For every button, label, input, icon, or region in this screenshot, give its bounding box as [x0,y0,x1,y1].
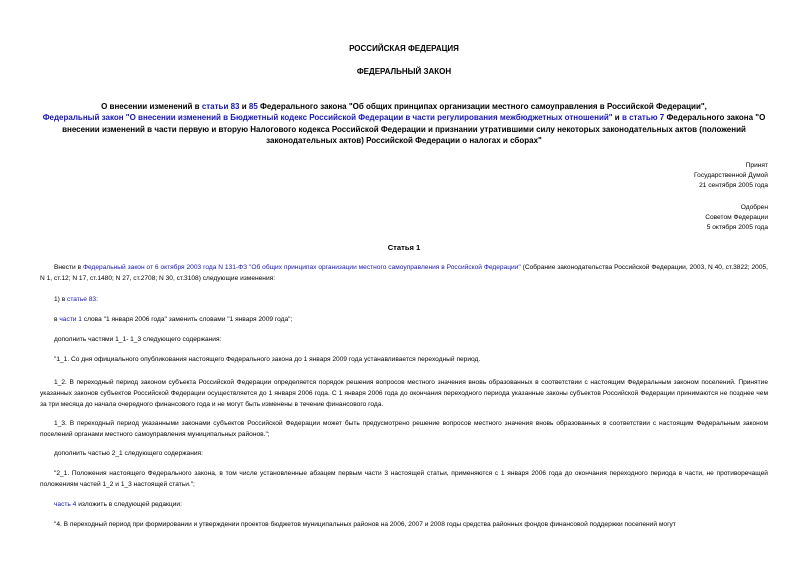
paragraph [40,314,768,325]
link-federal-law-131[interactable]: Федеральный закон от 6 октября 2003 года N 131-ФЗ "Об общих принципах организации местного самоуправления в Российской Федерации" [83,264,521,271]
paragraph: "1_1. Со дня официального опубликования настоящего Федерального закона до 1 января 2009 года устанавливается переходный период. [54,356,481,363]
title-text: и [239,102,249,111]
paragraph-text: в [54,316,60,323]
paragraph-text: изложить в следующей редакции: [76,501,182,508]
paragraph: дополнить частью 2_1 следующего содержания: [54,450,203,457]
paragraph [40,294,768,305]
paragraph: дополнить частями 1_1- 1_3 следующего содержания: [54,336,222,343]
paragraph-text: Внести в [54,264,83,271]
paragraph-text: 1) в [54,296,68,303]
accepted-date: 21 сентября 2005 года [699,182,768,189]
country-heading: РОССИЙСКАЯ ФЕДЕРАЦИЯ [349,44,459,53]
paragraph-text: (Собрание законодательства Российской Федерации, 2003, N 40, ст.3822; 2005, N 1, ст.12; N 17, ст.1480; N 27, ст.2708; N 30, ст.3108) следующие изменения: [40,264,768,282]
law-title [40,101,768,146]
accepted-block [568,161,768,191]
accepted-line: Государственной Думой [694,172,768,179]
paragraph: "4. В переходный период при формировании и утверждении проектов бюджетов муниципальных районов на 2006, 2007 и 2008 годы средства районных фондов финансовой поддержки поселений могут [54,521,676,528]
link-article-85[interactable]: 85 [248,102,258,111]
paragraph: 1_2. В переходный период законом субъекта Российской Федерации определяется порядок решения вопросов местного значения вновь образованных в соответствии с настоящим Федеральным законом поселений. Принятие указанных законов субъектов Российской Федерации осуществляется до 1 января 2006 года. С 1 января 2006 года до окончания переходного периода указанные законы субъектов Российской Федерации принимаются не позднее чем за три месяца до начала очередного финансового года и не могут быть изменены в течение финансового года. [40,379,768,408]
approved-line: Советом Федерации [705,214,768,221]
link-article-83[interactable]: статьи 83 [201,102,240,111]
link-article-83[interactable]: статье 83 [67,296,97,303]
accepted-line: Принят [745,162,768,169]
paragraph: "2_1. Положения настоящего Федерального закона, в том числе установленные абзацем первым части 3 настоящей статьи, применяются с 1 января 2006 года до окончания переходного периода в части, не противоречащей положениям частей 1_2 и 1_3 настоящей статьи."; [40,470,768,488]
link-article-7[interactable]: в статью 7 [621,113,665,123]
title-text: и [612,113,622,123]
paragraph-text: слова "1 января 2006 года" заменить словами "1 января 2009 года"; [81,316,293,323]
approved-line: Одобрен [740,204,768,211]
paragraph [40,499,768,510]
title-text: О внесении изменений в [101,102,202,111]
title-text: Федерального закона "Об общих принципах организации местного самоуправления в Российской Федерации", [257,102,707,111]
link-budget-code-law[interactable]: Федеральный закон "О внесении изменений в Бюджетный кодекс Российской Федерации в части регулирования межбюджетных отношений" [42,113,613,123]
paragraph-text: : [96,296,98,303]
approved-date: 5 октября 2005 года [706,224,768,231]
paragraph: 1_3. В переходный период указанными законами субъектов Российской Федерации может быть предусмотрено решение вопросов местного значения вновь образованных в соответствии с настоящим Федеральным законом поселений органами местного самоуправления муниципальных районов."; [40,420,768,438]
link-part-1[interactable]: части 1 [59,316,82,323]
approved-block [568,203,768,233]
link-part-4[interactable]: часть 4 [54,501,77,508]
law-kind-heading: ФЕДЕРАЛЬНЫЙ ЗАКОН [356,67,452,76]
paragraph [40,262,768,284]
title-text: Федерального закона "О внесении изменений в части первую и вторую Налогового кодекса Российской Федерации и признании утратившими силу некоторых законодательных актов (положений законодательных актов) Российской Федерации о налогах и сборах" [62,113,766,145]
article-heading: Статья 1 [387,243,421,252]
